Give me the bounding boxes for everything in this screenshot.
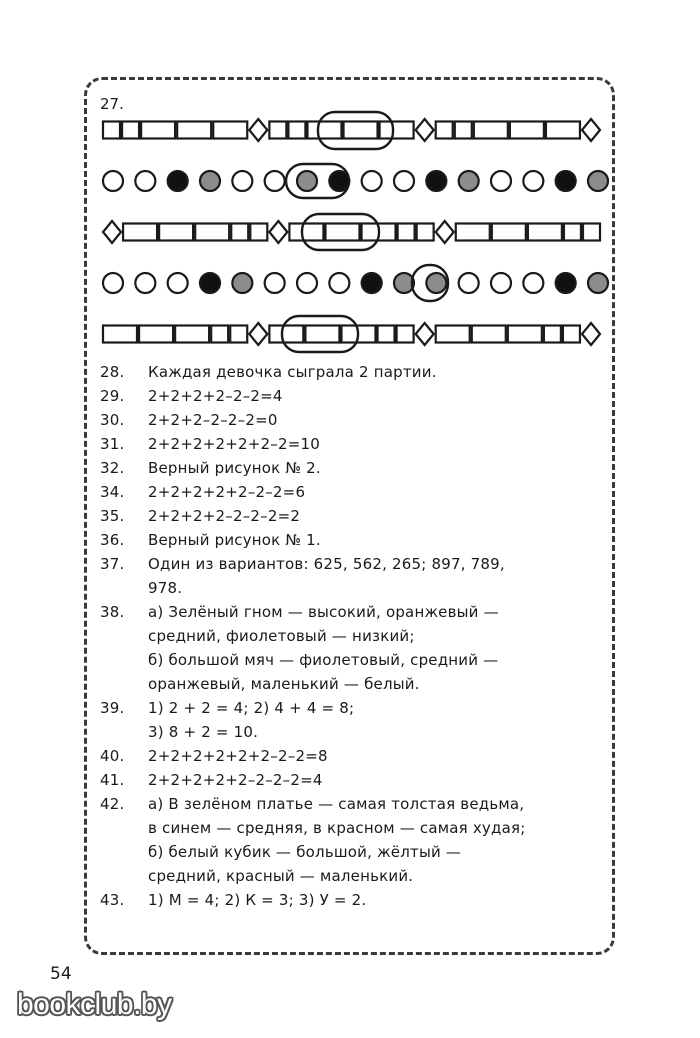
rectangle-shape <box>456 224 490 241</box>
rectangle-shape <box>492 224 526 241</box>
answer-text-line: 2+2+2+2–2–2=4 <box>148 387 283 405</box>
small-square-shape <box>397 326 414 343</box>
white-circle <box>329 273 349 293</box>
white-circle <box>459 273 479 293</box>
small-square-shape <box>103 122 120 139</box>
answer-text-line: б) белый кубик — большой, жёлтый — <box>148 843 462 861</box>
rectangle-shape <box>139 326 173 343</box>
rectangle-shape <box>474 122 508 139</box>
white-circle <box>103 273 123 293</box>
small-square-shape <box>288 122 305 139</box>
answer-number: 41. <box>100 771 125 789</box>
rectangle-shape <box>436 326 470 343</box>
answer-number: 40. <box>100 747 125 765</box>
rectangle-shape <box>546 122 580 139</box>
answer-item <box>100 528 620 552</box>
small-square-shape <box>378 326 395 343</box>
answer-text-line: 2+2+2+2–2–2–2=2 <box>148 507 301 525</box>
white-circle <box>232 171 252 191</box>
answer-number: 42. <box>100 795 125 813</box>
answer-text-line: 2+2+2–2–2–2=0 <box>148 411 278 429</box>
answer-number: 36. <box>100 531 125 549</box>
small-square-shape <box>230 326 247 343</box>
diamond-shape <box>416 119 434 141</box>
answer-item <box>100 384 620 408</box>
diamond-shape <box>249 119 267 141</box>
answer-text-line: Верный рисунок № 2. <box>148 459 321 477</box>
black-circle <box>426 171 446 191</box>
black-circle <box>556 171 576 191</box>
white-circle <box>491 273 511 293</box>
rectangle-shape <box>472 326 506 343</box>
answer-item <box>100 360 620 384</box>
small-square-shape <box>583 224 600 241</box>
rectangle-shape <box>269 326 303 343</box>
rectangle-shape <box>344 122 378 139</box>
answer-item <box>100 600 620 696</box>
rectangle-shape <box>289 224 323 241</box>
rectangle-shape <box>213 122 247 139</box>
small-square-shape <box>231 224 248 241</box>
grey-circle <box>588 171 608 191</box>
rectangle-shape <box>325 224 359 241</box>
answer-text-line: Верный рисунок № 1. <box>148 531 321 549</box>
answer-number: 32. <box>100 459 125 477</box>
answer-item <box>100 888 620 912</box>
answer-text-line: а) Зелёный гном — высокий, оранжевый — <box>148 603 499 621</box>
small-square-shape <box>563 326 580 343</box>
small-square-shape <box>544 326 561 343</box>
diamond-shape <box>269 221 287 243</box>
white-circle <box>135 273 155 293</box>
answer-item <box>100 432 620 456</box>
rectangle-shape <box>103 326 137 343</box>
diamond-shape <box>103 221 121 243</box>
answers-list <box>100 360 620 912</box>
task-27-pattern-rows <box>0 0 700 360</box>
rectangle-shape <box>305 326 339 343</box>
white-circle <box>265 273 285 293</box>
black-circle <box>362 273 382 293</box>
small-square-shape <box>436 122 453 139</box>
answer-text-line: Каждая девочка сыграла 2 партии. <box>148 363 437 381</box>
black-circle <box>200 273 220 293</box>
grey-circle <box>588 273 608 293</box>
rectangle-shape <box>195 224 229 241</box>
white-circle <box>265 171 285 191</box>
answer-number: 30. <box>100 411 125 429</box>
white-circle <box>168 273 188 293</box>
white-circle <box>297 273 317 293</box>
answer-text-line: 2+2+2+2+2+2–2=10 <box>148 435 321 453</box>
diamond-shape <box>582 323 600 345</box>
black-circle <box>168 171 188 191</box>
white-circle <box>103 171 123 191</box>
rectangle-shape <box>123 224 157 241</box>
small-square-shape <box>417 224 434 241</box>
small-square-shape <box>122 122 139 139</box>
rectangle-shape <box>380 122 414 139</box>
page-number: 54 <box>50 964 72 984</box>
grey-circle <box>426 273 446 293</box>
rectangle-shape <box>508 326 542 343</box>
answer-text-line: 1) 2 + 2 = 4; 2) 4 + 4 = 8; <box>148 699 355 717</box>
answer-text-line: 3) 8 + 2 = 10. <box>148 723 259 741</box>
grey-circle <box>200 171 220 191</box>
white-circle <box>362 171 382 191</box>
small-square-shape <box>455 122 472 139</box>
white-circle <box>523 171 543 191</box>
diamond-shape <box>249 323 267 345</box>
answer-text-line: а) В зелёном платье — самая толстая ведьма, <box>148 795 525 813</box>
answer-item <box>100 552 620 600</box>
white-circle <box>523 273 543 293</box>
white-circle <box>394 171 414 191</box>
rectangle-shape <box>307 122 341 139</box>
answer-number: 38. <box>100 603 125 621</box>
answer-item <box>100 744 620 768</box>
rectangle-shape <box>141 122 175 139</box>
small-square-shape <box>269 122 286 139</box>
rectangle-shape <box>510 122 544 139</box>
answer-number: 39. <box>100 699 125 717</box>
answer-number: 31. <box>100 435 125 453</box>
answer-text-line: средний, фиолетовый — низкий; <box>148 627 415 645</box>
answer-item <box>100 408 620 432</box>
rectangle-shape <box>177 122 211 139</box>
answer-text-line: б) большой мяч — фиолетовый, средний — <box>148 651 499 669</box>
white-circle <box>491 171 511 191</box>
answer-text-line: 2+2+2+2+2+2–2–2=8 <box>148 747 328 765</box>
answer-text-line: средний, красный — маленький. <box>148 867 414 885</box>
answer-item <box>100 696 620 744</box>
grey-circle <box>297 171 317 191</box>
task-27-number: 27. <box>100 95 124 113</box>
diamond-shape <box>416 323 434 345</box>
small-square-shape <box>250 224 267 241</box>
answer-item <box>100 504 620 528</box>
answer-text-line: оранжевый, маленький — белый. <box>148 675 420 693</box>
black-circle <box>556 273 576 293</box>
answer-number: 29. <box>100 387 125 405</box>
white-circle <box>135 171 155 191</box>
diamond-shape <box>436 221 454 243</box>
answer-item <box>100 456 620 480</box>
answer-number: 43. <box>100 891 125 909</box>
answer-text-line: 1) М = 4; 2) К = 3; 3) У = 2. <box>148 891 367 909</box>
answer-text-line: 2+2+2+2+2–2–2=6 <box>148 483 306 501</box>
answer-text-line: 978. <box>148 579 183 597</box>
small-square-shape <box>564 224 581 241</box>
rectangle-shape <box>528 224 562 241</box>
answer-item <box>100 480 620 504</box>
rectangle-shape <box>175 326 209 343</box>
answer-number: 35. <box>100 507 125 525</box>
answer-text-line: Один из вариантов: 625, 562, 265; 897, 789, <box>148 555 505 573</box>
answer-text-line: в синем — средняя, в красном — самая худая; <box>148 819 526 837</box>
answer-number: 34. <box>100 483 125 501</box>
small-square-shape <box>211 326 228 343</box>
answer-number: 37. <box>100 555 125 573</box>
grey-circle <box>232 273 252 293</box>
answer-item <box>100 768 620 792</box>
diamond-shape <box>582 119 600 141</box>
grey-circle <box>459 171 479 191</box>
small-square-shape <box>398 224 415 241</box>
rectangle-shape <box>159 224 193 241</box>
answer-number: 28. <box>100 363 125 381</box>
watermark-logo: bookclub.by <box>17 988 172 1021</box>
answer-item <box>100 792 620 888</box>
answer-text-line: 2+2+2+2+2–2–2–2=4 <box>148 771 323 789</box>
